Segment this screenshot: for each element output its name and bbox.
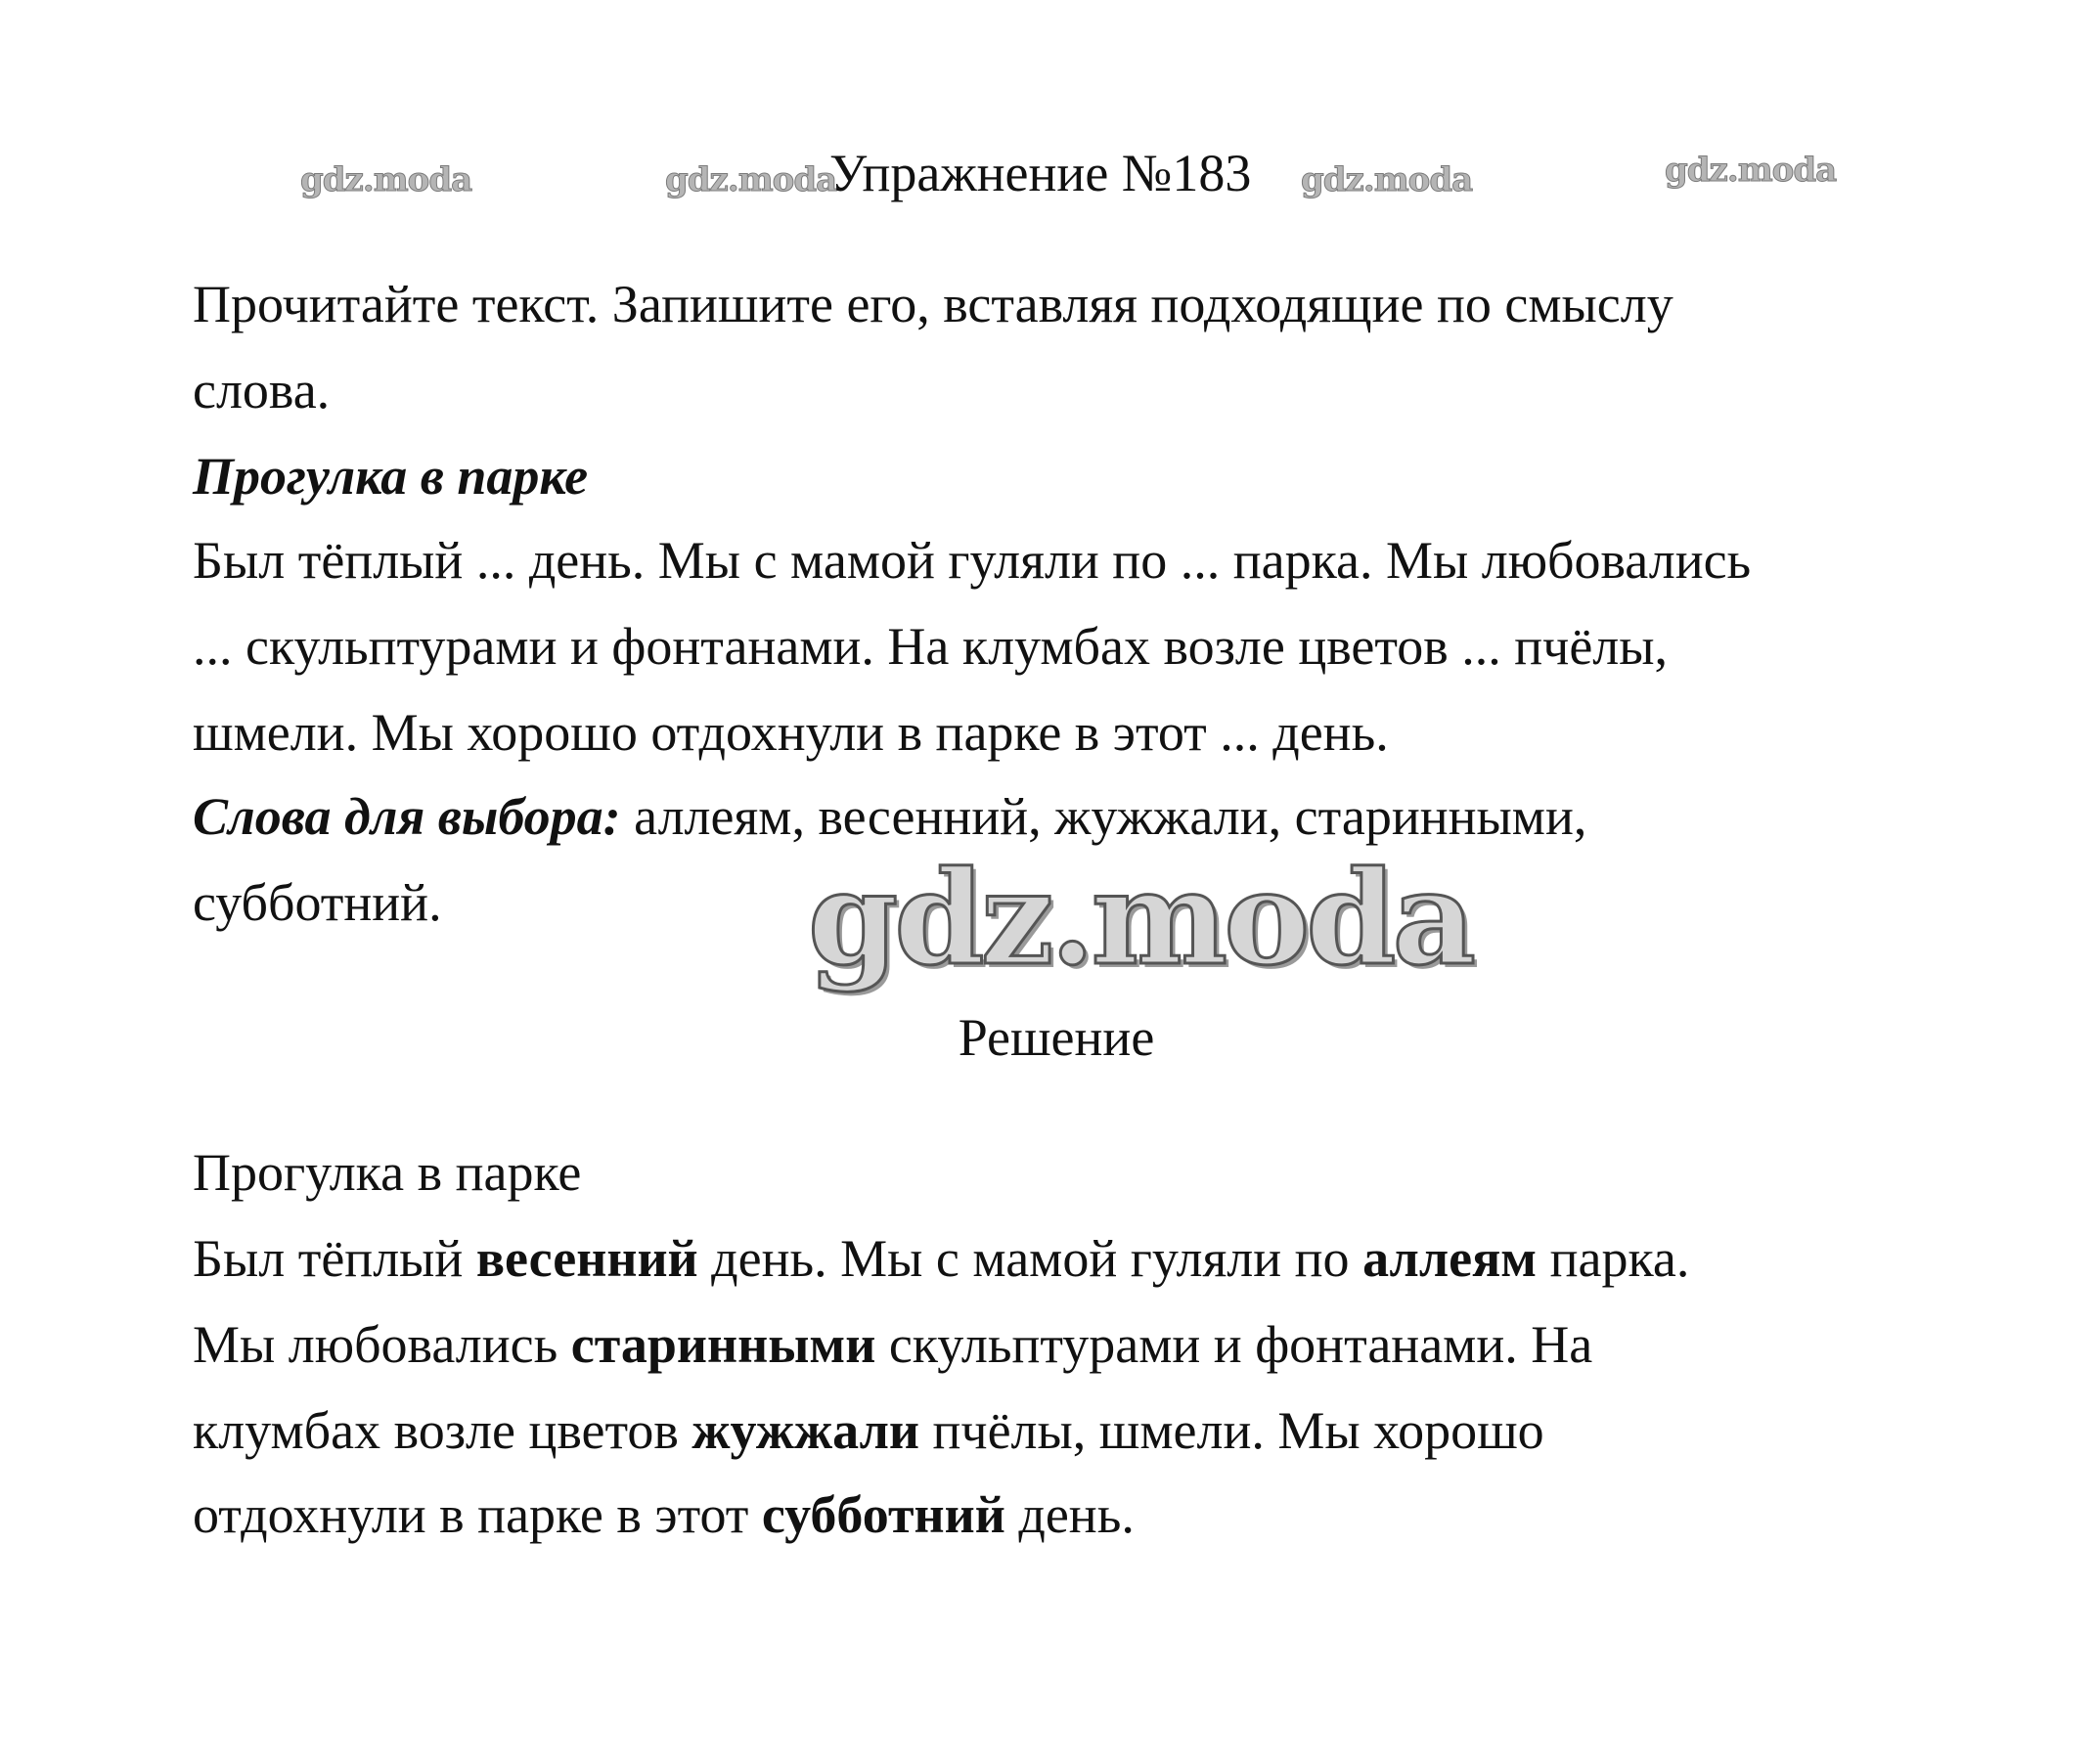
inserted-word: жужжали xyxy=(692,1401,920,1460)
task-text-line: ... скульптурами и фонтанами. На клумбах возле цветов ... пчёлы, xyxy=(193,617,1669,676)
inserted-word: субботний xyxy=(761,1485,1005,1544)
inserted-word: весенний xyxy=(475,1229,698,1288)
watermark-large: gdz.moda xyxy=(808,843,1473,994)
solution-label: Решение xyxy=(958,1008,1155,1067)
solution-text: день. xyxy=(1004,1485,1135,1544)
task-text-line: Был тёплый ... день. Мы с мамой гуляли по ... парка. Мы любовались xyxy=(193,531,1752,590)
instruction-line: Прочитайте текст. Запишите его, вставляя подходящие по смыслу xyxy=(193,275,1673,333)
solution-line xyxy=(193,1315,1593,1374)
word-choice-label: Слова для выбора: xyxy=(193,787,621,846)
task-heading: Прогулка в парке xyxy=(193,447,589,506)
solution-text: день. Мы с мамой гуляли по xyxy=(697,1229,1363,1288)
solution-text: скульптурами и фонтанами. На xyxy=(875,1315,1593,1374)
watermark: gdz.moda xyxy=(300,160,472,199)
solution-text: парка. xyxy=(1537,1229,1690,1288)
solution-text: пчёлы, шмели. Мы хорошо xyxy=(919,1401,1544,1460)
solution-text: отдохнули в парке в этот xyxy=(193,1485,762,1544)
exercise-title: Упражнение №183 xyxy=(829,144,1252,202)
solution-line xyxy=(193,1229,1690,1288)
instruction-line: слова. xyxy=(193,361,331,419)
task-text-line: шмели. Мы хорошо отдохнули в парке в этот ... день. xyxy=(193,703,1389,762)
word-choice-list: аллеям, весенний, жужжали, старинными, xyxy=(620,787,1587,846)
word-choice-line xyxy=(193,787,1587,846)
watermark: gdz.moda xyxy=(1301,160,1473,199)
solution-heading: Прогулка в парке xyxy=(193,1143,582,1202)
word-choice-line: субботний. xyxy=(193,873,442,932)
inserted-word: старинными xyxy=(570,1315,876,1374)
solution-text: Был тёплый xyxy=(193,1229,476,1288)
watermark: gdz.moda xyxy=(1665,151,1837,190)
solution-text: клумбах возле цветов xyxy=(193,1401,692,1460)
solution-text: Мы любовались xyxy=(193,1315,571,1374)
solution-line xyxy=(193,1485,1135,1544)
inserted-word: аллеям xyxy=(1362,1229,1538,1288)
solution-line xyxy=(193,1401,1544,1460)
watermark: gdz.moda xyxy=(665,160,837,199)
